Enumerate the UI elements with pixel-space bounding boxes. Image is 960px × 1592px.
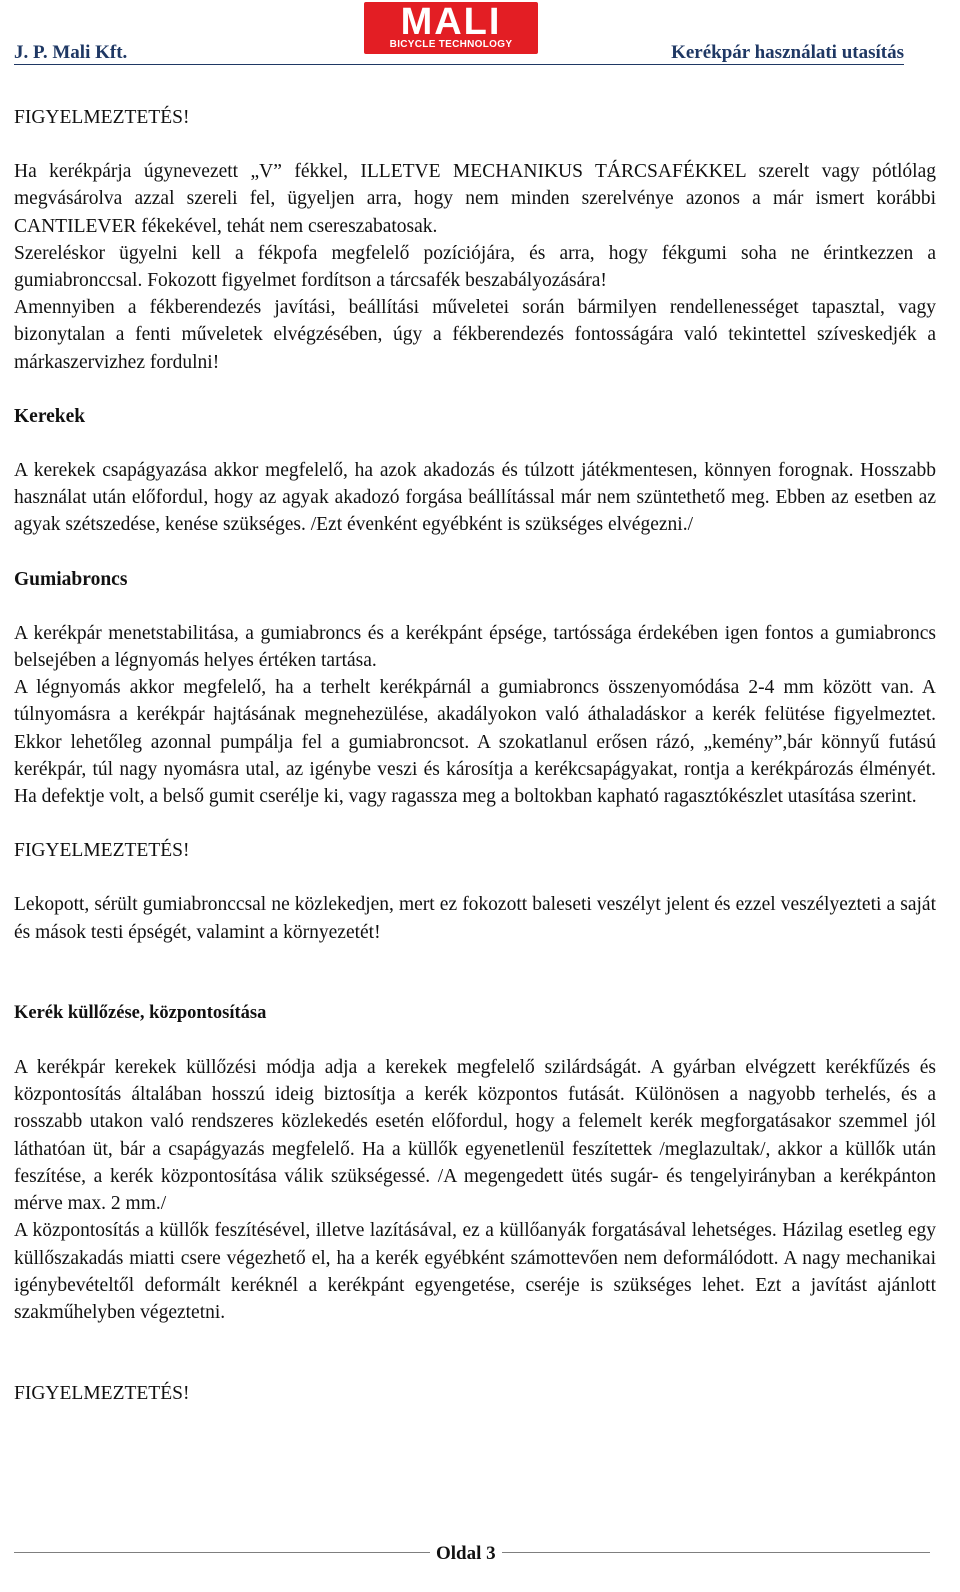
section-heading-wheels: Kerekek xyxy=(14,405,86,427)
tire-paragraph-1: A kerékpár menetstabilitása, a gumiabroncs és a kerékpánt épsége, tartóssága érdekében igen fontos a gumiabroncs belsejében a légnyomás helyes értéken tartása. xyxy=(14,622,936,672)
section-heading-spokes: Kerék küllőzése, központosítása xyxy=(14,1002,267,1023)
document-title: Kerékpár használati utasítás xyxy=(671,42,904,63)
warning-paragraph-4: Lekopott, sérült gumiabronccsal ne közlekedjen, mert ez fokozott baleseti veszélyt jelent és ezzel veszélyezteti a saját és mások testi épségét, valamint a környezetét! xyxy=(14,894,936,943)
logo-tagline: BICYCLE TECHNOLOGY xyxy=(389,39,513,50)
page-number: Oldal 3 xyxy=(430,1543,502,1565)
tire-paragraph-2: A légnyomás akkor megfelelő, ha a terhelt kerékpárnál a gumiabroncs összenyomódása 2-4 mm között van. A túlnyomásra a kerékpár hajtásának megnehezülése, akadályokon való áthaladáskor a kerék felütése figyelmeztet. Ekkor lehetőleg azonnal pumpálja fel a gumiabroncsot. A szokatlanul erősen rázó, „kemény”,bár könnyű futású kerékpár, túl nagy nyomásra utal, az igénybe veszi és károsítja a kerékcsapágyakat, rontja a kerékpározás élményét. Ha defektje volt, a belső gumit cserélje ki, vagy ragassza meg a boltokban kapható ragasztókészlet utasítása szerint. xyxy=(14,677,936,808)
mali-logo xyxy=(364,2,538,54)
spokes-paragraph-2: A központosítás a küllők feszítésével, illetve lazításával, ez a küllőanyák forgatásával lehetséges. Házilag esetleg egy küllőszakadás miatti csere végezhető el, ha a kerék egyébként számottevően nem deformálódott. A nagy mechanikai igénybevételtől deformált keréknél a kerékpánt egyengetése, cseréje is szükséges lehet. Ezt a javítást ajánlott szakműhelyben végeztetni. xyxy=(14,1220,936,1323)
spokes-paragraph-1: A kerékpár kerekek küllőzési módja adja a kerekek megfelelő szilárdságát. A gyárban elvégzett kerékfűzés és központosítás általában hosszú ideig biztosítja a kerék központos futását. Különösen a nagyobb terhelés, és a rosszabb utakon való rendszeres közlekedés esetén előfordul, hogy a felemelt kerék megforgatásakor szemmel jól láthatóan üt, bár a csapágyazás megfelelő. Ha a küllők egyenetlenül feszítettek /meglazultak/, akkor a küllők után feszítése, a kerék központosítása válik szükségessé. /A megengedett ütés sugár- és tengelyirányban a kerékpánton mérve max. 2 mm./ xyxy=(14,1057,936,1215)
warning-heading-2: FIGYELMEZTETÉS! xyxy=(14,840,190,862)
warning-paragraph-2: Szereléskor ügyelni kell a fékpofa megfelelő pozíciójára, és arra, hogy fékgumi soha ne érintkezzen a gumiabronccsal. Fokozott figyelmet fordítson a tárcsafék beszabályozására! xyxy=(14,242,936,292)
warning-heading-3: FIGYELMEZTETÉS! xyxy=(14,1383,190,1405)
warning-paragraph-1: Ha kerékpárja úgynevezett „V” fékkel, ILLETVE MECHANIKUS TÁRCSAFÉKKEL szerelt vagy pótlólag megvásárolva azzal szereli fel, ügyeljen arra, hogy nem minden szerelvénye azonos a már ismert korábbi CANTILEVER fékekével, tehát nem csereszabatosak. xyxy=(14,161,936,237)
section-heading-tire: Gumiabroncs xyxy=(14,568,128,590)
warning-heading-1: FIGYELMEZTETÉS! xyxy=(14,107,190,128)
page-header xyxy=(14,0,948,66)
wheels-paragraph: A kerekek csapágyazása akkor megfelelő, ha azok akadozás és túlzott játékmentesen, könnyen forognak. Hosszabb használat után előfordul, hogy az agyak akadozó forgása beállítással már nem szüntethető meg. Ebben az esetben az agyak szétszedése, kenése szükséges. /Ezt évenként egyébként is szükséges elvégezni./ xyxy=(14,460,936,536)
warning-paragraph-3: Amennyiben a fékberendezés javítási, beállítási műveletei során bármilyen rendellenességet tapasztal, vagy bizonytalan a fenti műveletek elvégzésében, úgy a fékberendezés fontosságára való tekintettel szíveskedjék a márkaszervizhez fordulni! xyxy=(14,297,936,373)
page-content xyxy=(14,104,936,1407)
company-name: J. P. Mali Kft. xyxy=(14,42,128,63)
header-rule xyxy=(14,64,904,65)
logo-wordmark: MALI xyxy=(400,1,502,43)
